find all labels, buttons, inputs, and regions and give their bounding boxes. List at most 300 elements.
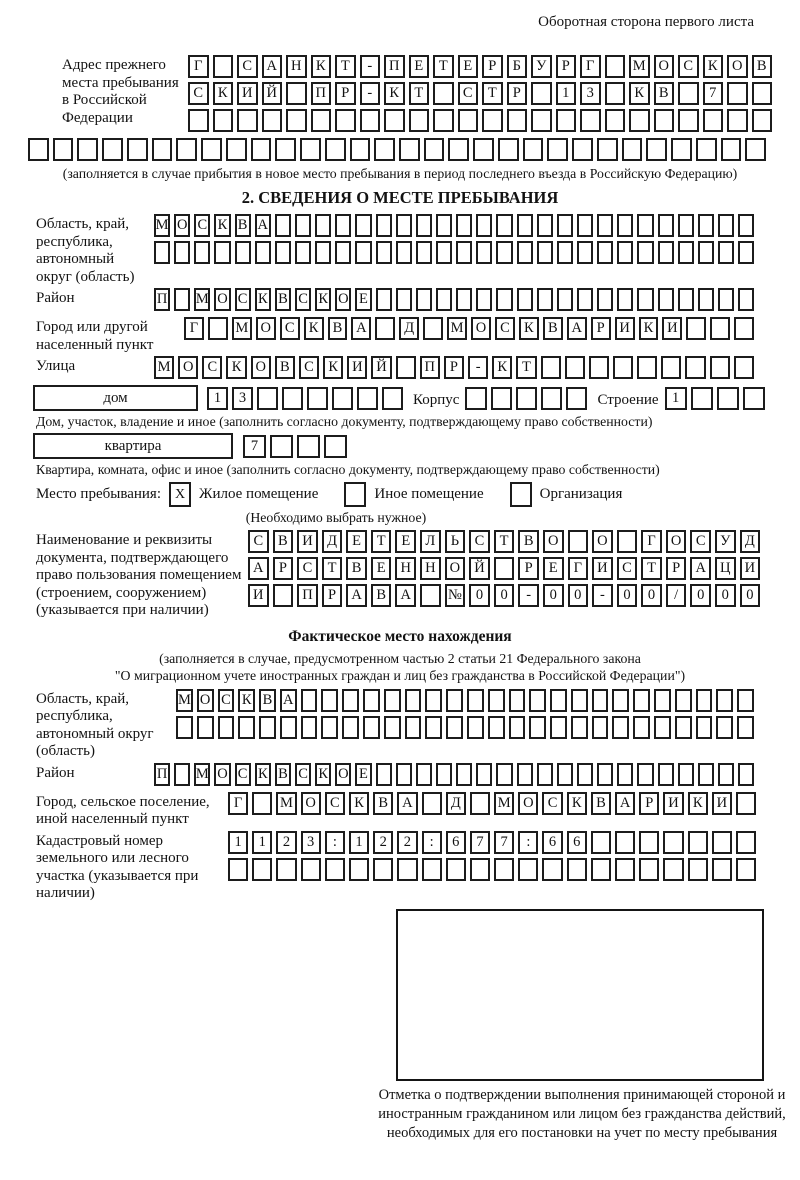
char-box <box>297 435 320 458</box>
char-box <box>228 858 248 881</box>
char-box <box>396 214 412 237</box>
char-box: У <box>715 530 736 553</box>
char-box <box>201 138 222 161</box>
region-row-1 <box>154 214 754 237</box>
char-box <box>597 214 613 237</box>
char-box <box>633 716 650 739</box>
char-box <box>738 241 754 264</box>
char-box <box>717 387 739 410</box>
char-box: Г <box>188 55 209 78</box>
char-box: - <box>360 55 381 78</box>
char-box <box>718 241 734 264</box>
char-box <box>213 55 234 78</box>
char-box: 3 <box>580 82 601 105</box>
char-box <box>342 716 359 739</box>
char-box: В <box>259 689 276 712</box>
char-box <box>396 356 416 379</box>
char-box: К <box>688 792 708 815</box>
char-box <box>727 109 748 132</box>
confirmation-mark-box <box>396 909 764 1081</box>
char-box: Л <box>420 530 441 553</box>
char-box <box>698 214 714 237</box>
char-box: В <box>235 214 251 237</box>
char-box: А <box>690 557 711 580</box>
char-box: 6 <box>567 831 587 854</box>
char-box: О <box>178 356 198 379</box>
char-box <box>456 241 472 264</box>
char-box <box>710 317 730 340</box>
char-box: В <box>275 356 295 379</box>
char-box <box>384 689 401 712</box>
char-box: Й <box>469 557 490 580</box>
char-box: Т <box>322 557 343 580</box>
char-box: С <box>469 530 490 553</box>
char-box <box>517 288 533 311</box>
char-box <box>658 288 674 311</box>
char-box: 0 <box>617 584 638 607</box>
char-box <box>612 689 629 712</box>
char-box: : <box>325 831 345 854</box>
char-box <box>639 858 659 881</box>
char-box <box>696 138 717 161</box>
char-box <box>516 387 537 410</box>
district-label: Район <box>36 290 75 306</box>
char-box: Р <box>507 82 528 105</box>
house-box-label: дом <box>33 385 198 411</box>
char-box: О <box>471 317 491 340</box>
char-box: У <box>531 55 552 78</box>
char-box <box>282 387 303 410</box>
char-box <box>523 138 544 161</box>
char-box: С <box>235 288 251 311</box>
char-box: 1 <box>228 831 248 854</box>
char-box <box>416 214 432 237</box>
other-premises-checkbox <box>344 482 366 507</box>
char-box: Е <box>346 530 367 553</box>
char-box: И <box>237 82 258 105</box>
char-box <box>678 109 699 132</box>
char-box <box>529 689 546 712</box>
char-box <box>470 792 490 815</box>
char-box: В <box>275 288 291 311</box>
char-box: М <box>276 792 296 815</box>
char-box <box>698 763 714 786</box>
char-box <box>658 763 674 786</box>
char-box <box>537 763 553 786</box>
char-box: Р <box>444 356 464 379</box>
char-box <box>482 109 503 132</box>
char-box <box>280 716 297 739</box>
char-box: - <box>360 82 381 105</box>
char-box: Б <box>507 55 528 78</box>
char-box <box>688 858 708 881</box>
document-row-3 <box>248 584 760 607</box>
organization-checkbox <box>510 482 532 507</box>
char-box: 1 <box>349 831 369 854</box>
char-box: : <box>518 831 538 854</box>
char-box: Т <box>494 530 515 553</box>
char-box <box>384 109 405 132</box>
char-box: С <box>248 530 269 553</box>
char-box: И <box>712 792 732 815</box>
char-box: О <box>518 792 538 815</box>
char-box <box>176 138 197 161</box>
char-box <box>321 716 338 739</box>
actual-district-label: Район <box>36 764 75 781</box>
char-box: В <box>591 792 611 815</box>
char-box: К <box>311 55 332 78</box>
char-box <box>605 82 626 105</box>
char-box <box>424 138 445 161</box>
house-note: Дом, участок, владение и иное (заполнить согласно документу, подтверждающему право собственности) <box>36 414 653 429</box>
char-box <box>194 241 210 264</box>
char-box <box>678 763 694 786</box>
cadastral-block <box>36 831 800 903</box>
char-box <box>646 138 667 161</box>
char-box <box>637 214 653 237</box>
char-box <box>496 241 512 264</box>
stay-type-note: (Необходимо выбрать нужное) <box>245 510 427 525</box>
char-box: 1 <box>665 387 687 410</box>
char-box <box>152 138 173 161</box>
char-box: В <box>752 55 773 78</box>
char-box: Т <box>335 55 356 78</box>
char-box <box>531 109 552 132</box>
document-block <box>36 530 800 620</box>
char-box <box>745 138 766 161</box>
char-box <box>376 214 392 237</box>
char-box: А <box>255 214 271 237</box>
char-box: К <box>639 317 659 340</box>
char-box <box>615 858 635 881</box>
char-box: С <box>542 792 562 815</box>
char-box <box>737 716 754 739</box>
char-box <box>376 288 392 311</box>
char-box <box>448 138 469 161</box>
char-box <box>738 763 754 786</box>
char-box <box>550 716 567 739</box>
char-box: Д <box>399 317 419 340</box>
char-box: О <box>543 530 564 553</box>
char-box <box>698 288 714 311</box>
actual-region-label: Область, край, республика, автономный округ (область) <box>36 690 154 759</box>
char-box: 0 <box>690 584 711 607</box>
char-box <box>176 716 193 739</box>
char-box <box>592 716 609 739</box>
char-box <box>433 82 454 105</box>
char-box <box>307 387 328 410</box>
char-box: С <box>299 356 319 379</box>
residential-checkbox: X <box>169 482 191 507</box>
char-box <box>355 214 371 237</box>
char-box <box>529 716 546 739</box>
char-box: В <box>328 317 348 340</box>
char-box: К <box>629 82 650 105</box>
char-box <box>537 214 553 237</box>
char-box <box>470 858 490 881</box>
char-box <box>591 858 611 881</box>
prev-address-row-1 <box>188 55 772 78</box>
char-box <box>509 716 526 739</box>
char-box: К <box>238 689 255 712</box>
char-box <box>311 109 332 132</box>
char-box <box>53 138 74 161</box>
cadastral-row-2 <box>228 858 756 881</box>
char-box <box>577 288 593 311</box>
char-box <box>188 109 209 132</box>
char-box <box>637 241 653 264</box>
char-box <box>557 241 573 264</box>
char-box: 1 <box>207 387 228 410</box>
char-box: Т <box>409 82 430 105</box>
char-box <box>237 109 258 132</box>
char-box: Ь <box>445 530 466 553</box>
char-box: И <box>662 317 682 340</box>
char-box <box>422 858 442 881</box>
char-box <box>315 241 331 264</box>
char-box: А <box>248 557 269 580</box>
char-box <box>301 716 318 739</box>
char-box: А <box>615 792 635 815</box>
char-box <box>467 689 484 712</box>
char-box <box>360 109 381 132</box>
char-box: Е <box>409 55 430 78</box>
char-box <box>235 241 251 264</box>
char-box <box>547 138 568 161</box>
char-box <box>577 763 593 786</box>
stroenie-label: Строение <box>597 391 659 408</box>
apartment-block <box>33 433 800 459</box>
char-box: К <box>214 214 230 237</box>
char-box: В <box>275 763 291 786</box>
city-block <box>36 317 800 354</box>
char-box: М <box>154 214 170 237</box>
char-box <box>382 387 403 410</box>
house-cells <box>207 387 403 410</box>
char-box <box>423 317 443 340</box>
document-row-2 <box>248 557 760 580</box>
char-box <box>678 214 694 237</box>
char-box: / <box>666 584 687 607</box>
char-box <box>208 317 228 340</box>
char-box: О <box>335 763 351 786</box>
char-box <box>567 858 587 881</box>
prev-address-block <box>62 55 800 136</box>
char-box: 6 <box>446 831 466 854</box>
char-box: Н <box>395 557 416 580</box>
char-box: Д <box>740 530 761 553</box>
char-box: 1 <box>252 831 272 854</box>
document-row-1 <box>248 530 760 553</box>
char-box <box>734 317 754 340</box>
char-box <box>537 288 553 311</box>
apartment-cells <box>243 435 347 458</box>
char-box: И <box>248 584 269 607</box>
street-label: Улица <box>36 358 76 374</box>
char-box <box>458 109 479 132</box>
char-box: К <box>304 317 324 340</box>
char-box <box>349 858 369 881</box>
prev-address-row-2 <box>188 82 772 105</box>
char-box <box>686 317 706 340</box>
char-box <box>580 109 601 132</box>
char-box: 3 <box>301 831 321 854</box>
char-box: Р <box>666 557 687 580</box>
char-box: В <box>373 792 393 815</box>
char-box <box>226 138 247 161</box>
char-box <box>324 435 347 458</box>
char-box <box>658 214 674 237</box>
region-label: Область, край, республика, автономный округ (область) <box>36 216 135 285</box>
char-box <box>712 858 732 881</box>
char-box: С <box>458 82 479 105</box>
char-box: 1 <box>556 82 577 105</box>
char-box <box>517 763 533 786</box>
char-box <box>550 689 567 712</box>
char-box <box>613 356 633 379</box>
char-box <box>420 584 441 607</box>
char-box <box>496 214 512 237</box>
char-box <box>218 716 235 739</box>
char-box <box>736 792 756 815</box>
char-box: 0 <box>568 584 589 607</box>
char-box: № <box>445 584 466 607</box>
district-block <box>36 288 800 315</box>
char-box <box>332 387 353 410</box>
char-box: 7 <box>703 82 724 105</box>
apartment-box-label: квартира <box>33 433 233 459</box>
char-box <box>565 356 585 379</box>
char-box: А <box>346 584 367 607</box>
prev-address-label: Адрес прежнего места пребывания в Российской Федерации <box>62 57 179 126</box>
char-box <box>718 763 734 786</box>
char-box: К <box>315 763 331 786</box>
char-box <box>615 831 635 854</box>
char-box: Т <box>371 530 392 553</box>
char-box: Г <box>184 317 204 340</box>
char-box: Г <box>568 557 589 580</box>
district-row <box>154 288 754 311</box>
actual-location-title: Фактическое место нахождения <box>288 627 512 645</box>
char-box <box>734 356 754 379</box>
char-box <box>663 831 683 854</box>
char-box <box>174 241 190 264</box>
char-box: Р <box>518 557 539 580</box>
char-box <box>270 435 293 458</box>
document-label: Наименование и реквизиты документа, подтверждающего право пользования помещением (строением, сооружением) (указывается при наличии) <box>36 532 242 618</box>
char-box <box>571 716 588 739</box>
char-box <box>397 858 417 881</box>
char-box <box>446 716 463 739</box>
char-box: Ц <box>715 557 736 580</box>
char-box <box>473 138 494 161</box>
char-box <box>363 689 380 712</box>
char-box <box>752 82 773 105</box>
char-box <box>633 689 650 712</box>
char-box <box>577 241 593 264</box>
char-box <box>335 241 351 264</box>
char-box <box>557 214 573 237</box>
char-box <box>661 356 681 379</box>
char-box <box>446 858 466 881</box>
region-block <box>36 214 800 286</box>
actual-region-block <box>36 689 800 761</box>
actual-city-label: Город, сельское поселение, иной населенный пункт <box>36 793 210 827</box>
actual-district-block <box>36 763 800 790</box>
stay-type-label: Место пребывания: <box>36 486 161 502</box>
char-box <box>568 530 589 553</box>
char-box <box>496 763 512 786</box>
char-box <box>541 356 561 379</box>
char-box <box>685 356 705 379</box>
char-box <box>238 716 255 739</box>
char-box <box>518 858 538 881</box>
char-box: В <box>518 530 539 553</box>
char-box: И <box>663 792 683 815</box>
char-box <box>691 387 713 410</box>
prev-address-row-3 <box>188 109 772 132</box>
char-box <box>663 858 683 881</box>
char-box <box>572 138 593 161</box>
char-box: О <box>256 317 276 340</box>
char-box <box>488 689 505 712</box>
street-block <box>36 356 800 383</box>
char-box: П <box>311 82 332 105</box>
char-box <box>251 138 272 161</box>
char-box <box>688 831 708 854</box>
char-box <box>592 689 609 712</box>
char-box: 0 <box>641 584 662 607</box>
char-box: О <box>301 792 321 815</box>
char-box <box>28 138 49 161</box>
char-box: С <box>325 792 345 815</box>
actual-location-note-1: (заполняется в случае, предусмотренном частью 2 статьи 21 Федерального закона <box>159 650 641 666</box>
char-box: Г <box>228 792 248 815</box>
char-box <box>571 689 588 712</box>
char-box: О <box>197 689 214 712</box>
char-box: С <box>280 317 300 340</box>
char-box <box>654 109 675 132</box>
char-box <box>476 241 492 264</box>
char-box <box>77 138 98 161</box>
stay-type-block <box>36 482 800 507</box>
char-box: Р <box>273 557 294 580</box>
char-box: К <box>349 792 369 815</box>
char-box: С <box>194 214 210 237</box>
char-box: В <box>371 584 392 607</box>
char-box: Р <box>591 317 611 340</box>
char-box <box>612 716 629 739</box>
char-box <box>425 689 442 712</box>
char-box: А <box>262 55 283 78</box>
char-box: Й <box>262 82 283 105</box>
char-box <box>436 241 452 264</box>
char-box <box>275 138 296 161</box>
char-box <box>718 288 734 311</box>
char-box: К <box>384 82 405 105</box>
char-box <box>654 716 671 739</box>
char-box: П <box>154 763 170 786</box>
char-box <box>589 356 609 379</box>
char-box <box>446 689 463 712</box>
char-box: Р <box>639 792 659 815</box>
char-box <box>295 214 311 237</box>
cadastral-row-1 <box>228 831 756 854</box>
char-box <box>373 858 393 881</box>
char-box: М <box>194 288 210 311</box>
char-box <box>491 387 512 410</box>
char-box: Д <box>322 530 343 553</box>
